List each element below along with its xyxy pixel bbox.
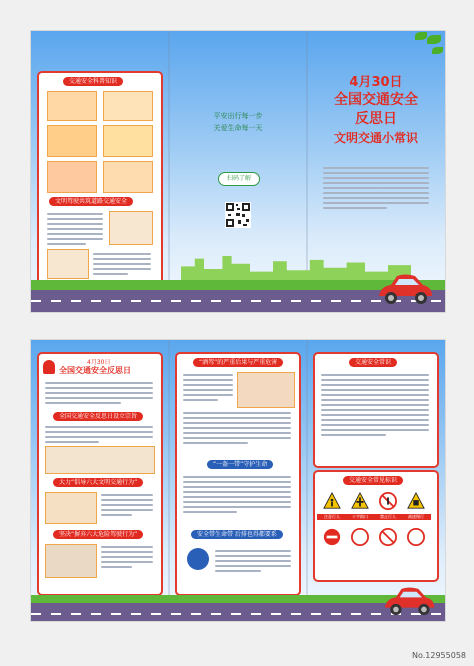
body-text	[183, 412, 291, 447]
illustration	[103, 91, 153, 121]
fold-line	[168, 31, 170, 312]
no-vehicles-icon	[351, 528, 369, 546]
back-right-panel	[307, 340, 445, 621]
leaf-decoration	[432, 47, 443, 54]
body-text	[93, 253, 151, 278]
title-date: 4月30日	[349, 75, 403, 90]
body-text	[101, 494, 153, 519]
illustration	[47, 91, 97, 121]
illustration	[103, 125, 153, 157]
brochure-back	[30, 339, 446, 622]
illustration	[109, 211, 153, 245]
body-text	[45, 382, 153, 407]
illustration	[103, 161, 153, 193]
body-text	[183, 374, 233, 404]
fold-line	[306, 31, 308, 312]
body-text	[183, 476, 291, 516]
reflection-day-title: 全国交通安全反思日	[59, 366, 131, 375]
body-text	[45, 426, 153, 446]
sign-label-2: 十字路口	[345, 514, 375, 520]
no-bicycles-icon	[379, 528, 397, 546]
slogan-line-1: 平安出行每一步	[213, 112, 263, 120]
danger-header: 坚决“摒弃六大危险驾驶行为”	[53, 530, 143, 539]
illustration	[47, 161, 97, 193]
slow-down-icon	[407, 492, 425, 510]
fold-line	[306, 340, 308, 621]
sign-label-3: 禁止行人	[373, 514, 403, 520]
red-car-icon	[381, 585, 437, 619]
body-text	[321, 374, 429, 439]
sign-label-1: 注意行人	[317, 514, 347, 520]
helmet-belt-header: “一盔一带”守护生命	[207, 460, 273, 469]
red-car-icon	[375, 272, 435, 308]
intro-text	[323, 167, 429, 212]
body-text	[47, 213, 103, 248]
seatbelt-header: 安全带生命带 后排也得都要系	[191, 530, 283, 539]
leaf-decoration	[415, 32, 427, 40]
illustration	[47, 249, 89, 279]
title-line-4: 文明交通小常识	[333, 131, 418, 145]
illustration	[237, 372, 295, 408]
safety-knowledge-header: 交通安全常识	[349, 358, 397, 367]
body-text	[101, 546, 153, 571]
crossroad-warning-icon	[351, 492, 369, 510]
science-card-header: 交通安全科普知识	[63, 77, 123, 86]
reflection-day-card	[37, 352, 163, 596]
brochure-front	[30, 30, 446, 313]
illustration	[45, 492, 97, 524]
no-pedestrian-icon	[379, 492, 397, 510]
pedestrian-warning-icon	[323, 492, 341, 510]
drunk-driving-card	[175, 352, 301, 596]
drunk-driving-header: “酒驾”的严重后果与严重危害	[193, 358, 283, 367]
slogan-line-2: 关爱生命每一天	[213, 124, 263, 132]
title-line-2: 全国交通安全	[334, 92, 418, 108]
speed-limit-icon	[407, 528, 425, 546]
purpose-header: 全国交通安全反思日设立宗旨	[53, 412, 143, 421]
title-line-3: 反思日	[355, 111, 397, 127]
safe-driving-header: 文明驾驶共筑道路交通安全	[49, 197, 133, 206]
illustration	[47, 125, 97, 157]
civilized-header: 大力“倡导六大文明交通行为”	[53, 478, 143, 487]
no-entry-icon	[323, 528, 341, 546]
body-text	[215, 550, 291, 575]
signs-header: 交通安全常见标识	[343, 476, 403, 485]
signs-card	[313, 470, 439, 582]
illustration	[45, 446, 155, 474]
watermark: No.12955058	[412, 651, 466, 660]
back-left-panel	[31, 340, 169, 621]
fold-line	[168, 340, 170, 621]
safety-knowledge-card	[313, 352, 439, 468]
scan-button[interactable]: 扫码了解	[218, 172, 260, 186]
illustration	[45, 544, 97, 578]
date-badge: 4月30日	[87, 359, 111, 366]
seatbelt-icon	[187, 548, 209, 570]
qr-code[interactable]	[225, 202, 251, 228]
sign-label-4: 减速慢行	[401, 514, 431, 520]
front-left-panel	[31, 31, 169, 312]
science-card	[37, 71, 163, 287]
shield-icon	[43, 360, 55, 374]
qr-code-icon	[225, 202, 251, 228]
leaf-decoration	[427, 35, 441, 44]
back-middle-panel	[169, 340, 307, 621]
